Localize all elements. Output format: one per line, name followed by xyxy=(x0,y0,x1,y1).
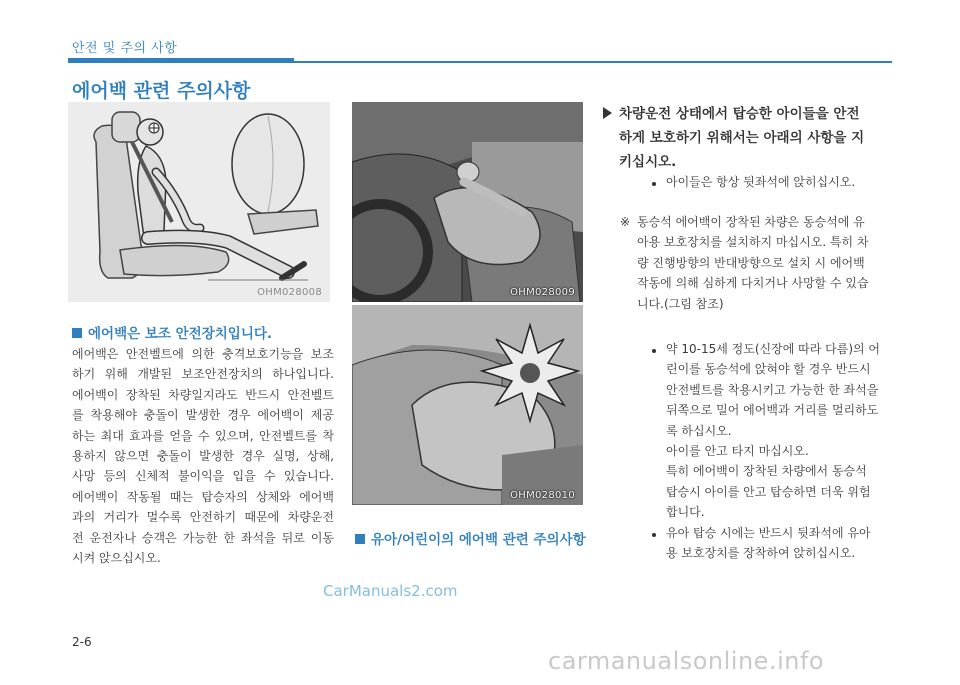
paragraph-line: 에어백이 작동될 때는 탑승자의 상체와 에어백 xyxy=(72,489,334,504)
paragraph-line: 사망 등의 신체적 불이익을 입을 수 있습니다. xyxy=(72,469,334,484)
left-paragraph xyxy=(72,344,334,568)
paragraph-line: 에어백은 안전벨트에 의한 충격보호기능을 보조 xyxy=(72,347,334,361)
page-title: 에어백 관련 주의사항 xyxy=(72,80,251,102)
paragraph-line: 용하지 않으면 충돌이 발생한 경우 실명, 상해, xyxy=(72,449,334,464)
figure-caption: OHM028010 xyxy=(510,490,575,501)
middle-subhead xyxy=(355,528,586,548)
bullet-item: 아이들은 항상 뒷좌석에 앉히십시오. xyxy=(666,175,856,189)
watermark-bottom: carmanualsonline.info xyxy=(548,647,825,675)
middle-subhead-text: 유아/어린이의 에어백 관련 주의사항 xyxy=(371,532,586,548)
note-text: 동승석 에어백이 장착된 차량은 동승석에 유 아용 보호장치를 설치하지 마십시오. 특히 차 량 진행방향의 반대방향으로 설치 시 에어백 작동에 의해 심하게 다치거나 사망할 수 있습 니다.(그림 참조) xyxy=(637,215,869,311)
figure-caption: OHM028008 xyxy=(257,287,322,298)
paragraph-line: 를 착용해야 충돌이 발생한 경우 에어백이 제공 xyxy=(72,408,334,423)
figure-caption: OHM028009 xyxy=(510,287,575,298)
right-heading-line: 하게 보호하기 위해서는 아래의 사항을 지 xyxy=(619,130,865,146)
triangle-bullet-icon xyxy=(603,107,612,119)
section-tab: 안전 및 주의 사항 xyxy=(72,41,178,56)
bullet-item: 약 10-15세 정도(신장에 따라 다름)의 어 린이를 동승석에 앉혀야 할 경우 반드시 안전벨트를 착용시키고 가능한 한 좌석을 뒤쪽으로 밀어 에어백과 거리를 멀리하도 록 하십시오. 아이를 안고 타지 마십시오. 특히 에어백이 장착된 차량에서 동승석 탑승시 아이를 안고 탑승하면 더욱 위험 합니다. xyxy=(666,342,881,520)
figure-child-seat xyxy=(352,102,583,302)
header-bar-thick xyxy=(68,58,294,63)
airbag-deploy-illustration xyxy=(352,305,583,505)
bullet-dot-icon xyxy=(652,533,656,537)
paragraph-line: 하는 최대 효과를 얻을 수 있으며, 안전벨트를 착 xyxy=(72,428,334,443)
header-bar-thin xyxy=(294,61,892,63)
bullet-dot-icon xyxy=(652,182,656,186)
figure-airbag-deploy xyxy=(352,305,583,505)
right-heading-line: 차량운전 상태에서 탑승한 아이들을 안전 xyxy=(603,102,893,126)
dummy-airbag-illustration xyxy=(68,102,330,302)
paragraph-line: 과의 거리가 멀수록 안전하기 때문에 차량운전 xyxy=(72,510,334,525)
right-heading-line: 키십시오. xyxy=(619,154,677,170)
figure-dummy-airbag xyxy=(68,102,330,302)
right-heading xyxy=(603,102,893,174)
page-number: 2-6 xyxy=(72,635,92,649)
paragraph-line: 에어백이 장착된 차량일지라도 반드시 안전벨트 xyxy=(72,387,334,402)
bullet-dot-icon xyxy=(652,349,656,353)
note-mark: ※ xyxy=(620,215,631,229)
left-subhead-text: 에어백은 보조 안전장치입니다. xyxy=(88,326,273,342)
paragraph-line: 시켜 앉으십시오. xyxy=(72,551,161,566)
square-bullet-icon xyxy=(355,534,365,544)
square-bullet-icon xyxy=(72,328,82,338)
left-subhead xyxy=(72,322,272,342)
bullet-item: 유아 탑승 시에는 반드시 뒷좌석에 유아 용 보호장치를 장착하여 앉히십시오. xyxy=(666,526,871,561)
child-seat-illustration xyxy=(352,102,583,302)
watermark-site: CarManuals2.com xyxy=(323,582,458,600)
paragraph-line: 하기 위해 개발된 보조안전장치의 하나입니다. xyxy=(72,367,334,382)
paragraph-line: 전 운전자나 승객은 가능한 한 좌석을 뒤로 이동 xyxy=(72,530,334,545)
